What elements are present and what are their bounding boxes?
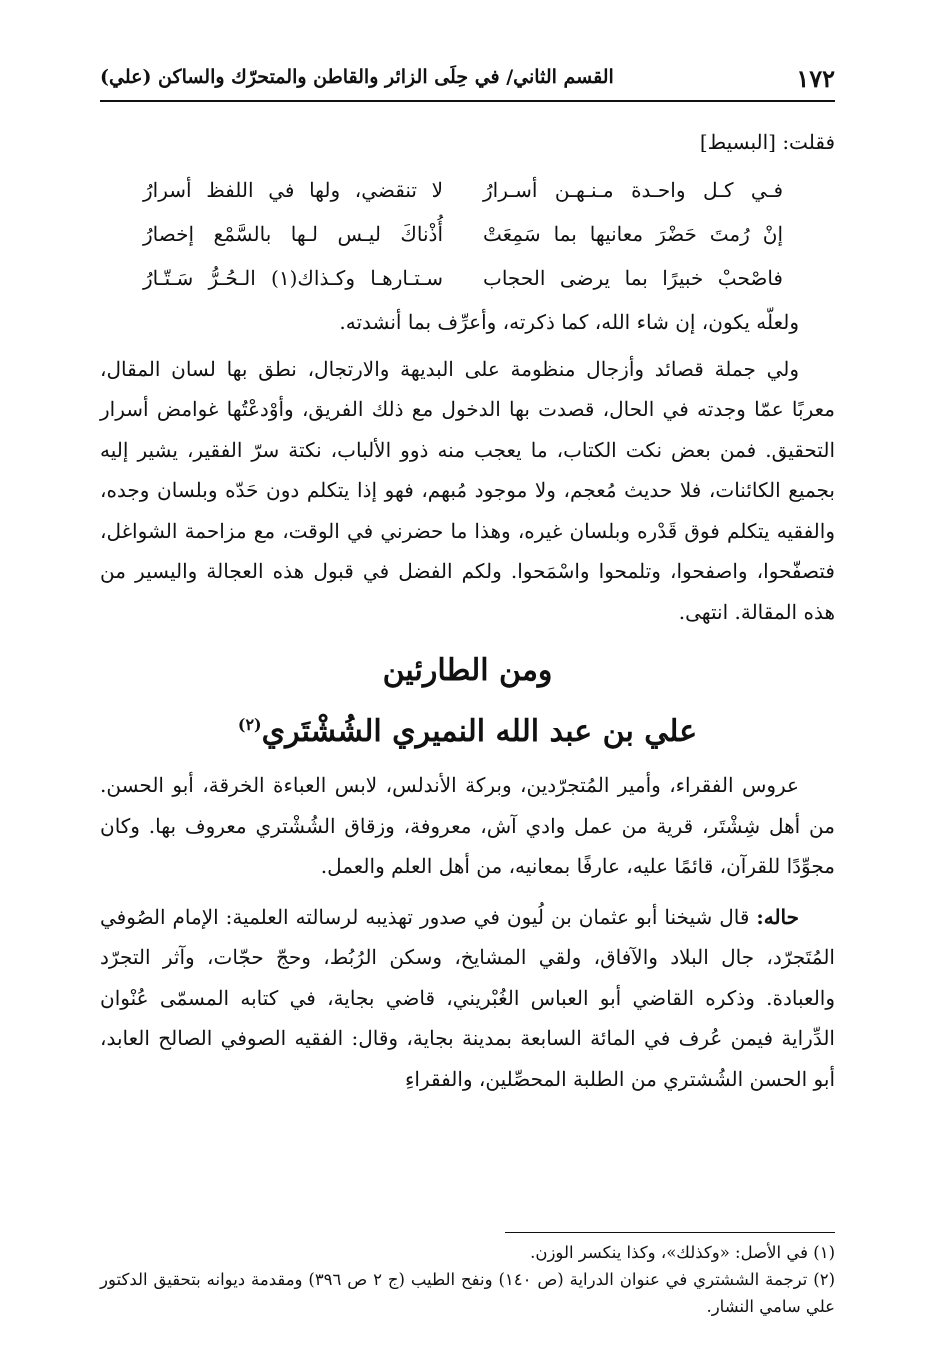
second-hemistich: سـتـارهـا وكـذاك(١) الـحُـرُّ سَـتّـارُ [143,266,443,290]
second-hemistich: أُذْناكَ ليـس لـها بالسَّمْع إخصارُ [143,222,443,246]
footnote [100,1266,835,1320]
running-title: القسم الثاني/ في حِلَى الزائر والقاطن والمتحرّك والساكن (علي) [100,66,614,88]
page-number: ١٧٢ [796,64,835,93]
page-header [100,60,835,96]
poem-intro: فقلت: [البسيط] [699,130,835,154]
page-body [100,122,835,1099]
header-rule [100,100,835,102]
first-hemistich: فاصْحبْ خبيرًا بما يرضى الحجاب [483,266,783,290]
poem [143,168,783,300]
status-label: حاله: [756,904,800,929]
footnote [100,1239,835,1266]
footnote-text: في الأصل: «وكذلك»، وكذا ينكسر الوزن. [530,1243,808,1262]
first-hemistich: فـي كـل واحـدة مـنـهـن أسـرارُ [483,178,783,202]
footnote-ref: (٢) [237,715,262,734]
footnotes [100,1232,835,1320]
biography-title [100,700,835,757]
first-hemistich: إنْ رُمتَ حَضْرَ معانيها بما سَمِعَتْ [483,222,783,246]
section-heading: ومن الطارئين [382,653,553,688]
footnote-number: (٢) [813,1270,836,1289]
status-text: قال شيخنا أبو عثمان بن لُيون في صدور تهذيبه لرسالته العلمية: الإمام الصُوفي المُتَجرّد، جال البلاد والآفاق، ولقي المشايخ، وسكن الرُبُط، وحجّ حجّات، وآثر التجرّد والعبادة. وذكره القاضي أبو العباس الغُبْريني، قاضي بجاية، في كتابه المسمّى عُنْوان الدِّراية فيمن عُرف في المائة السابعة بمدينة بجاية، وقال: الفقيه الصوفي الصالح العابد، أبو الحسن الشُشتري من الطلبة المحصِّلين، والفقراءِ [100,904,835,1091]
person-name: علي بن عبد الله النميري الشُشْتَري [261,714,698,749]
verse-line [143,256,783,300]
footnote-text: ترجمة الششتري في عنوان الدراية (ص ١٤٠) ونفح الطيب (ج ٢ ص ٣٩٦) ومقدمة ديوانه بتحقيق الدكتور علي سامي النشار. [100,1270,835,1316]
status-paragraph [100,897,835,1100]
footnote-rule [505,1232,835,1233]
footnote-number: (١) [813,1243,835,1262]
paragraph: ولعلّه يكون، إن شاء الله، كما ذكرته، وأعرِّف بما أنشدته. [339,310,799,334]
verse-line [143,212,783,256]
paragraph: ولي جملة قصائد وأزجال منظومة على البديهة والارتجال، نطق بها لسان المقال، معربًا عمّا وجدته في الحال، قصدت بها الدخول مع ذلك الفريق، وأوْدعْتُها غوامض أسرار التحقيق. فمن بعض نكت الكتاب، ما يعجب منه ذوو الألباب، نكتة سرّ الفقير، يشير إليه بجميع الكائنات، فلا حديث مُعجم، ولا موجود مُبهم، فهو إذا يتكلم دون حَدّه وبلسان وجده، والفقيه يتكلم فوق قَدْره وبلسان غيره، وهذا ما حضرني في الوقت، مع مزاحمة الشواغل، فتصفّحوا، واصفحوا، وتلمحوا واسْمَحوا. ولكم الفضل في قبول هذه العجالة واليسير من هذه المقالة. انتهى. [100,356,835,624]
biography-paragraph: عروس الفقراء، وأمير المُتجرّدين، وبركة الأندلس، لابس العباءة الخرقة، أبو الحسن. من أهل شِشْتَر، قرية من عمل وادي آش، معروفة، وزقاق الشُشْتري معروف بها. وكان مجوِّدًا للقرآن، قائمًا عليه، عارفًا بمعانيه، من أهل العلم والعمل. [100,773,835,878]
second-hemistich: لا تنقضي، ولها في اللفظ أسرارُ [143,178,443,202]
verse-line [143,168,783,212]
